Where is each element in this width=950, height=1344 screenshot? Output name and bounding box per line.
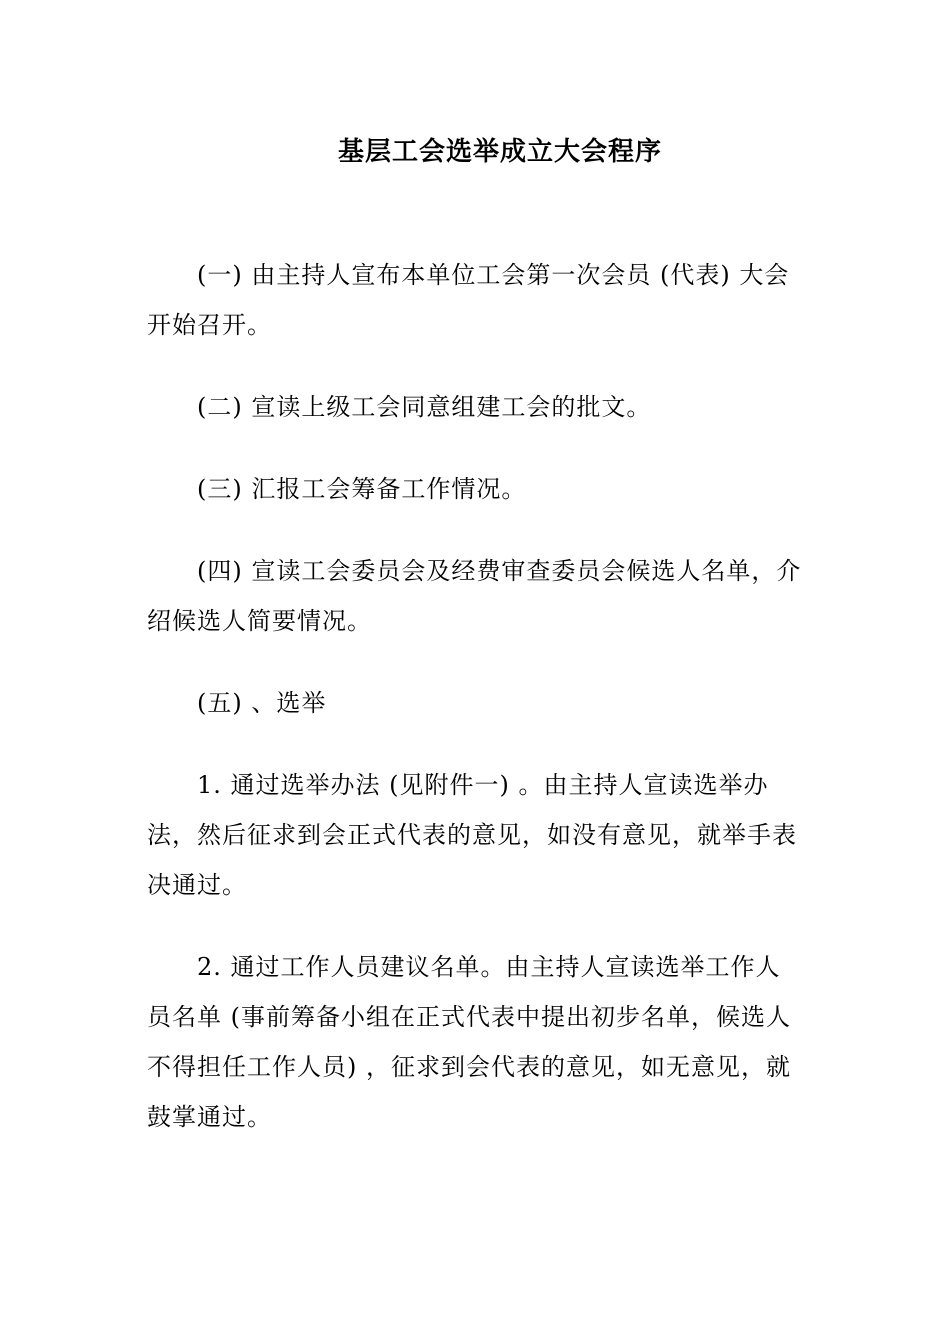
paragraph-1: (一) 由主持人宣布本单位工会第一次会员 (代表) 大会开始召开。	[147, 261, 790, 339]
document-body	[147, 250, 802, 1174]
paragraph-4: (四) 宣读工会委员会及经费审查委员会候选人名单，介绍候选人简要情况。	[147, 557, 802, 635]
paragraph-7: 2. 通过工作人员建议名单。由主持人宣读选举工作人员名单 (事前筹备小组在正式代表中提出初步名单，候选人不得担任工作人员) ，征求到会代表的意见，如无意见，就鼓掌通过。	[147, 953, 791, 1131]
paragraph-2: (二) 宣读上级工会同意组建工会的批文。	[197, 393, 652, 421]
paragraph-6: 1. 通过选举办法 (见附件一) 。由主持人宣读选举办法，然后征求到会正式代表的意见，如没有意见，就举手表决通过。	[147, 771, 797, 899]
paragraph-5: (五) 、选举	[197, 689, 327, 717]
paragraph-3: (三) 汇报工会筹备工作情况。	[197, 475, 527, 503]
document-title: 基层工会选举成立大会程序	[337, 137, 662, 167]
